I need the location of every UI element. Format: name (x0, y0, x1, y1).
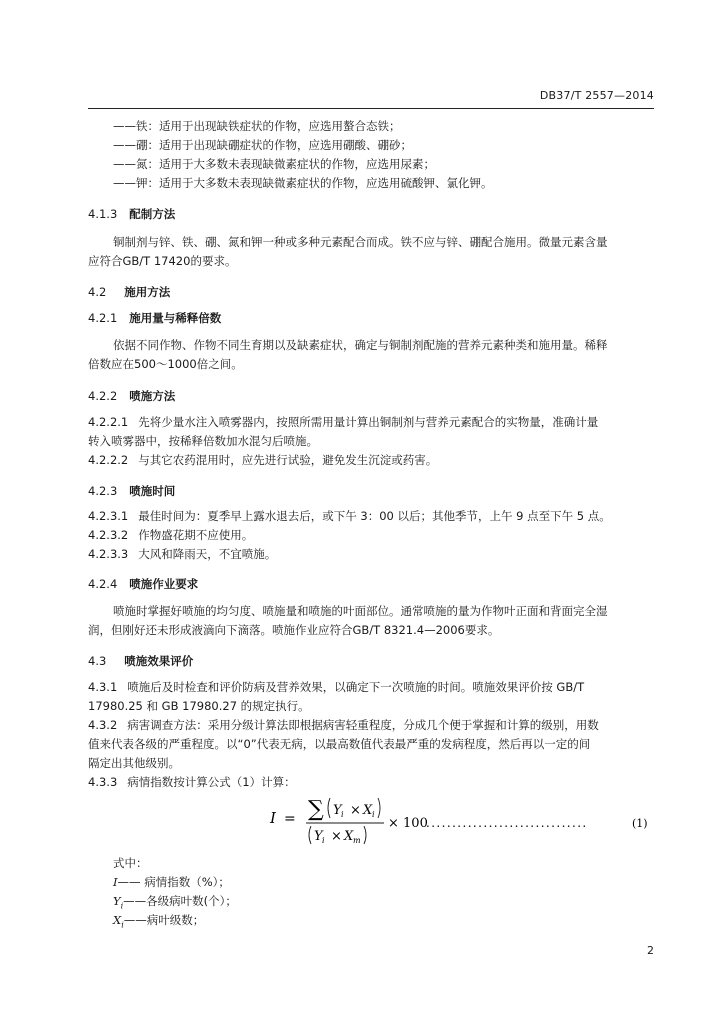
formula-symbol: Y (314, 829, 323, 844)
section-title: 施用量与稀释倍数 (129, 311, 222, 325)
paragraph-line: 应符合GB/T 17420的要求。 (88, 254, 237, 268)
clause-4-2-3-2 (88, 528, 253, 542)
clause-4-3-3 (88, 775, 296, 789)
section-4-2-1-heading (88, 311, 221, 325)
section-title: 喷施方法 (129, 389, 176, 403)
formula-lhs: I (270, 809, 276, 827)
section-number: 4.2.3 (88, 484, 118, 498)
clause-text: 病情指数按计算公式（1）计算： (127, 775, 296, 789)
clause-number: 4.3.1 (88, 680, 118, 694)
clause-number: 4.3.2 (88, 718, 118, 732)
formula-equals: = (284, 811, 296, 827)
paragraph-line: 喷施时掌握好喷施的均匀度、喷施量和喷施的叶面部位。通常喷施的量为作物叶正面和背面完全湿 (113, 604, 608, 618)
variable-symbol: X (113, 913, 122, 927)
section-4-1-3-heading (88, 207, 175, 221)
variable-definition (113, 894, 237, 913)
formula-symbol: X (344, 829, 354, 844)
formula-symbol: Y (333, 803, 342, 818)
formula-subscript: i (372, 810, 375, 819)
variable-text: ——病叶级数； (123, 913, 205, 927)
section-number: 4.2 (88, 285, 107, 299)
formula-subscript: i (322, 836, 325, 845)
clause-4-2-2-1 (88, 415, 598, 429)
clause-4-2-3-1 (88, 509, 611, 523)
clause-continuation: 隔定出其他级别。 (88, 756, 180, 770)
clause-continuation: 转入喷雾器中，按稀释倍数加水混匀后喷施。 (88, 434, 318, 448)
clause-4-2-2-2 (88, 453, 437, 467)
clause-number: 4.2.3.3 (88, 547, 129, 561)
variable-definition (113, 913, 204, 932)
formula-leader-dots: ............................... (426, 816, 588, 830)
section-title: 施用方法 (124, 285, 171, 299)
section-title: 喷施作业要求 (129, 577, 199, 591)
variable-symbol: I (113, 875, 118, 889)
variable-text: —— 病情指数（%）； (117, 875, 230, 889)
section-number: 4.3 (88, 654, 107, 668)
list-item-iron: ——铁：适用于出现缺铁症状的作物，应选用螯合态铁； (113, 119, 401, 133)
variable-definition (113, 875, 230, 889)
clause-text: 大风和降雨天，不宜喷施。 (138, 547, 277, 561)
section-4-2-2-heading (88, 389, 175, 403)
list-item-nitrogen: ——氮：适用于大多数未表现缺微素症状的作物，应选用尿素； (113, 157, 435, 171)
paragraph-line: 依据不同作物、作物不同生育期以及缺素症状，确定与铜制剂配施的营养元素种类和施用量。稀释 (113, 338, 608, 352)
formula-paren (364, 826, 366, 844)
section-title: 喷施时间 (129, 484, 176, 498)
clause-continuation: 值来代表各级的严重程度。以“0”代表无病，以最高数值代表最严重的发病程度，然后再以一定的间 (88, 737, 591, 751)
section-title: 喷施效果评价 (124, 654, 194, 668)
variable-subscript: i (120, 901, 124, 911)
formula-symbol: X (363, 803, 373, 818)
list-item-potassium: ——钾：适用于大多数未表现缺微素症状的作物，应选用硫酸钾、氯化钾。 (113, 176, 493, 190)
clause-number: 4.3.3 (88, 775, 118, 789)
clause-text: 最佳时间为：夏季早上露水退去后，或下午 3：00 以后；其他季节，上午 9 点至下午 5 点。 (138, 509, 611, 523)
section-number: 4.1.3 (88, 207, 118, 221)
variable-text: ——各级病叶数(个）； (123, 894, 237, 908)
variable-symbol: Y (113, 894, 121, 908)
clause-text: 先将少量水注入喷雾器内，按照所需用量计算出铜制剂与营养元素配合的实物量，准确计量 (138, 415, 599, 429)
section-number: 4.2.4 (88, 577, 118, 591)
clause-text: 病害调查方法：采用分级计算法即根据病害轻重程度，分成几个便于掌握和计算的级别，用数 (127, 718, 599, 732)
formula-number: (1) (632, 817, 648, 830)
section-number: 4.2.2 (88, 389, 118, 403)
clause-4-3-2 (88, 718, 599, 732)
list-item-boron: ——硼：适用于出现缺硼症状的作物，应选用硼酸、硼砂； (113, 138, 412, 152)
page-number: 2 (647, 944, 654, 957)
clause-number: 4.2.2.2 (88, 453, 129, 467)
formula-times: × (350, 803, 361, 818)
disease-index-formula (270, 792, 655, 852)
formula-subscript: m (353, 836, 361, 845)
clause-4-3-1 (88, 680, 584, 694)
formula-paren (328, 798, 330, 818)
where-title: 式中： (113, 856, 148, 870)
clause-number: 4.2.3.1 (88, 509, 129, 523)
document-code: DB37/T 2557—2014 (539, 89, 654, 102)
formula-times: × (331, 829, 342, 844)
clause-4-2-3-3 (88, 547, 276, 561)
clause-text: 喷施后及时检查和评价防病及营养效果，以确定下一次喷施的时间。喷施效果评价按 GB/T (127, 680, 585, 694)
section-4-2-3-heading (88, 484, 175, 498)
paragraph-line: 铜制剂与锌、铁、硼、氮和钾一种或多种元素配合而成。铁不应与锌、硼配合施用。微量元素含量 (113, 235, 608, 249)
formula-paren (309, 826, 311, 844)
section-4-2-heading (88, 285, 170, 299)
formula-multiplier: × 100 (388, 816, 428, 831)
section-4-3-heading (88, 654, 193, 668)
clause-number: 4.2.3.2 (88, 528, 129, 542)
section-4-2-4-heading (88, 577, 198, 591)
formula-paren (378, 798, 380, 818)
variable-subscript: i (121, 920, 124, 930)
formula-graphic (270, 792, 655, 852)
paragraph-line: 润，但刚好还未形成液滴向下滴落。喷施作业应符合GB/T 8321.4—2006要求。 (88, 623, 500, 637)
clause-text: 作物盛花期不应使用。 (138, 528, 254, 542)
clause-text: 与其它农药混用时，应先进行试验，避免发生沉淀或药害。 (138, 453, 438, 467)
section-title: 配制方法 (129, 207, 176, 221)
formula-subscript: i (341, 810, 344, 819)
clause-number: 4.2.2.1 (88, 415, 129, 429)
formula-sum: ∑ (308, 797, 324, 822)
clause-continuation: 17980.25 和 GB 17980.27 的规定执行。 (88, 699, 310, 713)
header-rule (88, 108, 654, 109)
section-number: 4.2.1 (88, 311, 118, 325)
paragraph-line: 倍数应在500～1000倍之间。 (88, 357, 243, 371)
